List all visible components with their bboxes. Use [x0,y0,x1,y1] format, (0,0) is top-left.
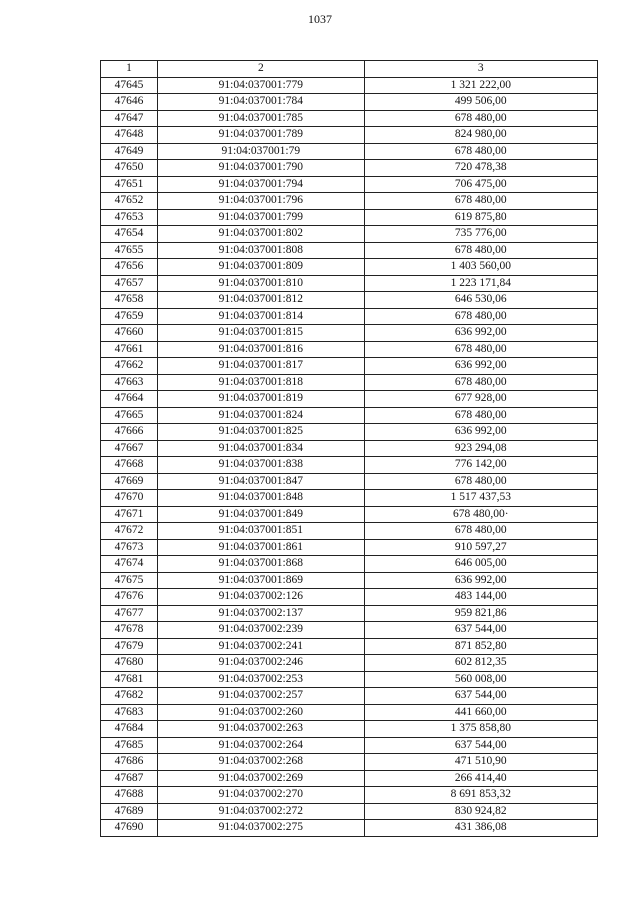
cell-row-number: 47645 [101,77,158,94]
cell-row-number: 47646 [101,94,158,111]
table-row [101,110,598,127]
cell-row-number: 47687 [101,770,158,787]
table-row [101,589,598,606]
cell-cadastral-number: 91:04:037002:264 [158,737,364,754]
column-header-cadastral-number: 2 [158,61,364,78]
cell-cadastral-number: 91:04:037001:796 [158,193,364,210]
cell-cadastral-value: 637 544,00 [364,688,597,705]
cell-row-number: 47684 [101,721,158,738]
cell-cadastral-number: 91:04:037001:79 [158,143,364,160]
cell-row-number: 47656 [101,259,158,276]
cell-row-number: 47661 [101,341,158,358]
cell-row-number: 47674 [101,556,158,573]
cell-row-number: 47666 [101,424,158,441]
table-row [101,176,598,193]
table-row [101,407,598,424]
cell-cadastral-number: 91:04:037001:848 [158,490,364,507]
table-row [101,209,598,226]
table-row [101,77,598,94]
table-row [101,292,598,309]
cell-cadastral-value: 678 480,00 [364,523,597,540]
cell-row-number: 47663 [101,374,158,391]
table-header-row [101,61,598,78]
cell-cadastral-number: 91:04:037001:869 [158,572,364,589]
table-row [101,803,598,820]
cell-cadastral-value: 824 980,00 [364,127,597,144]
cell-row-number: 47685 [101,737,158,754]
table-row [101,341,598,358]
table-row [101,358,598,375]
cell-cadastral-value: 646 005,00 [364,556,597,573]
cell-cadastral-number: 91:04:037002:263 [158,721,364,738]
table-row [101,572,598,589]
cell-cadastral-value: 266 414,40 [364,770,597,787]
cell-cadastral-value: 776 142,00 [364,457,597,474]
cell-cadastral-number: 91:04:037001:810 [158,275,364,292]
cell-cadastral-value: 678 480,00 [364,473,597,490]
table-row [101,506,598,523]
cell-cadastral-number: 91:04:037001:809 [158,259,364,276]
cell-row-number: 47683 [101,704,158,721]
cell-cadastral-number: 91:04:037001:825 [158,424,364,441]
cell-cadastral-number: 91:04:037001:851 [158,523,364,540]
table-row [101,457,598,474]
table-row [101,688,598,705]
cell-cadastral-value: 871 852,80 [364,638,597,655]
cell-cadastral-number: 91:04:037001:868 [158,556,364,573]
cell-cadastral-value: 678 480,00 [364,407,597,424]
cell-row-number: 47678 [101,622,158,639]
cell-row-number: 47664 [101,391,158,408]
cell-cadastral-value: 678 480,00· [364,506,597,523]
cell-cadastral-value: 735 776,00 [364,226,597,243]
cell-row-number: 47652 [101,193,158,210]
table-row [101,308,598,325]
cell-cadastral-number: 91:04:037002:269 [158,770,364,787]
table-row [101,193,598,210]
cell-row-number: 47649 [101,143,158,160]
page-number: 1037 [308,12,332,26]
cell-cadastral-number: 91:04:037002:239 [158,622,364,639]
cell-cadastral-number: 91:04:037001:819 [158,391,364,408]
table-row [101,275,598,292]
cell-cadastral-number: 91:04:037001:808 [158,242,364,259]
cell-cadastral-value: 923 294,08 [364,440,597,457]
cell-row-number: 47662 [101,358,158,375]
cell-row-number: 47660 [101,325,158,342]
cell-cadastral-value: 706 475,00 [364,176,597,193]
cell-row-number: 47676 [101,589,158,606]
cell-cadastral-number: 91:04:037002:275 [158,820,364,837]
cell-row-number: 47673 [101,539,158,556]
table-row [101,539,598,556]
cell-row-number: 47647 [101,110,158,127]
cell-row-number: 47675 [101,572,158,589]
cell-row-number: 47667 [101,440,158,457]
cell-cadastral-number: 91:04:037002:257 [158,688,364,705]
table-row [101,655,598,672]
cell-row-number: 47659 [101,308,158,325]
cell-row-number: 47670 [101,490,158,507]
cell-cadastral-value: 483 144,00 [364,589,597,606]
table-row [101,605,598,622]
table-row [101,242,598,259]
cell-cadastral-value: 677 928,00 [364,391,597,408]
cell-cadastral-value: 678 480,00 [364,341,597,358]
cell-row-number: 47648 [101,127,158,144]
cell-cadastral-value: 678 480,00 [364,193,597,210]
cell-cadastral-value: 1 321 222,00 [364,77,597,94]
cell-row-number: 47651 [101,176,158,193]
cell-cadastral-number: 91:04:037001:812 [158,292,364,309]
cell-cadastral-number: 91:04:037001:802 [158,226,364,243]
cell-cadastral-number: 91:04:037001:838 [158,457,364,474]
cell-cadastral-value: 720 478,38 [364,160,597,177]
cell-row-number: 47689 [101,803,158,820]
table-row [101,127,598,144]
cell-cadastral-value: 636 992,00 [364,572,597,589]
cell-row-number: 47669 [101,473,158,490]
cell-cadastral-value: 8 691 853,32 [364,787,597,804]
column-header-value: 3 [364,61,597,78]
cell-row-number: 47690 [101,820,158,837]
cell-cadastral-number: 91:04:037001:861 [158,539,364,556]
cell-cadastral-value: 441 660,00 [364,704,597,721]
cell-cadastral-value: 636 992,00 [364,358,597,375]
cell-cadastral-value: 959 821,86 [364,605,597,622]
cell-cadastral-number: 91:04:037002:126 [158,589,364,606]
cell-row-number: 47658 [101,292,158,309]
cell-cadastral-number: 91:04:037001:794 [158,176,364,193]
cell-cadastral-number: 91:04:037002:137 [158,605,364,622]
cell-cadastral-value: 1 403 560,00 [364,259,597,276]
table-row [101,473,598,490]
cell-row-number: 47682 [101,688,158,705]
cell-cadastral-value: 678 480,00 [364,143,597,160]
cell-cadastral-number: 91:04:037001:824 [158,407,364,424]
table-row [101,440,598,457]
cell-cadastral-number: 91:04:037001:817 [158,358,364,375]
cell-cadastral-value: 678 480,00 [364,242,597,259]
table-row [101,671,598,688]
table-row [101,721,598,738]
cell-cadastral-value: 499 506,00 [364,94,597,111]
cell-cadastral-number: 91:04:037001:815 [158,325,364,342]
cell-cadastral-number: 91:04:037001:784 [158,94,364,111]
cell-cadastral-number: 91:04:037002:272 [158,803,364,820]
table-row [101,374,598,391]
table-row [101,622,598,639]
cell-cadastral-value: 602 812,35 [364,655,597,672]
cell-cadastral-value: 471 510,90 [364,754,597,771]
cell-cadastral-value: 636 992,00 [364,424,597,441]
cell-cadastral-number: 91:04:037002:270 [158,787,364,804]
cell-cadastral-number: 91:04:037001:799 [158,209,364,226]
table-row [101,391,598,408]
table-row [101,820,598,837]
cell-row-number: 47680 [101,655,158,672]
table-row [101,143,598,160]
cell-cadastral-number: 91:04:037001:834 [158,440,364,457]
cell-cadastral-value: 1 375 858,80 [364,721,597,738]
cadastral-value-table [100,60,598,837]
cell-row-number: 47677 [101,605,158,622]
table-row [101,754,598,771]
cell-cadastral-value: 678 480,00 [364,110,597,127]
cell-row-number: 47657 [101,275,158,292]
cell-cadastral-number: 91:04:037002:260 [158,704,364,721]
cell-cadastral-value: 1 223 171,84 [364,275,597,292]
cell-cadastral-number: 91:04:037001:847 [158,473,364,490]
cell-cadastral-number: 91:04:037001:785 [158,110,364,127]
cell-cadastral-value: 560 008,00 [364,671,597,688]
cell-cadastral-value: 678 480,00 [364,308,597,325]
cell-cadastral-number: 91:04:037001:789 [158,127,364,144]
table-body [101,77,598,836]
cell-cadastral-value: 1 517 437,53 [364,490,597,507]
cell-cadastral-number: 91:04:037002:241 [158,638,364,655]
cell-row-number: 47679 [101,638,158,655]
cell-cadastral-value: 636 992,00 [364,325,597,342]
cell-cadastral-value: 830 924,82 [364,803,597,820]
table-row [101,704,598,721]
cell-row-number: 47655 [101,242,158,259]
cell-cadastral-number: 91:04:037002:246 [158,655,364,672]
table-row [101,638,598,655]
cell-cadastral-number: 91:04:037002:268 [158,754,364,771]
cell-cadastral-value: 431 386,08 [364,820,597,837]
table-row [101,259,598,276]
table-row [101,325,598,342]
table-row [101,490,598,507]
cell-cadastral-value: 646 530,06 [364,292,597,309]
cell-cadastral-value: 678 480,00 [364,374,597,391]
cell-cadastral-number: 91:04:037001:818 [158,374,364,391]
cell-cadastral-value: 619 875,80 [364,209,597,226]
cell-row-number: 47654 [101,226,158,243]
cell-cadastral-number: 91:04:037001:849 [158,506,364,523]
cell-row-number: 47653 [101,209,158,226]
table-row [101,94,598,111]
cell-row-number: 47665 [101,407,158,424]
column-header-number: 1 [101,61,158,78]
table-row [101,770,598,787]
cell-row-number: 47650 [101,160,158,177]
table-row [101,787,598,804]
cell-cadastral-number: 91:04:037002:253 [158,671,364,688]
cell-cadastral-number: 91:04:037001:816 [158,341,364,358]
cell-cadastral-number: 91:04:037001:790 [158,160,364,177]
cell-row-number: 47686 [101,754,158,771]
cell-row-number: 47668 [101,457,158,474]
table-row [101,556,598,573]
table-row [101,226,598,243]
cell-cadastral-number: 91:04:037001:779 [158,77,364,94]
cell-row-number: 47688 [101,787,158,804]
table-row [101,424,598,441]
cell-cadastral-number: 91:04:037001:814 [158,308,364,325]
table-row [101,523,598,540]
cell-row-number: 47672 [101,523,158,540]
table-row [101,737,598,754]
cell-row-number: 47681 [101,671,158,688]
cell-cadastral-value: 637 544,00 [364,737,597,754]
cell-cadastral-value: 910 597,27 [364,539,597,556]
cell-row-number: 47671 [101,506,158,523]
cell-cadastral-value: 637 544,00 [364,622,597,639]
table-row [101,160,598,177]
